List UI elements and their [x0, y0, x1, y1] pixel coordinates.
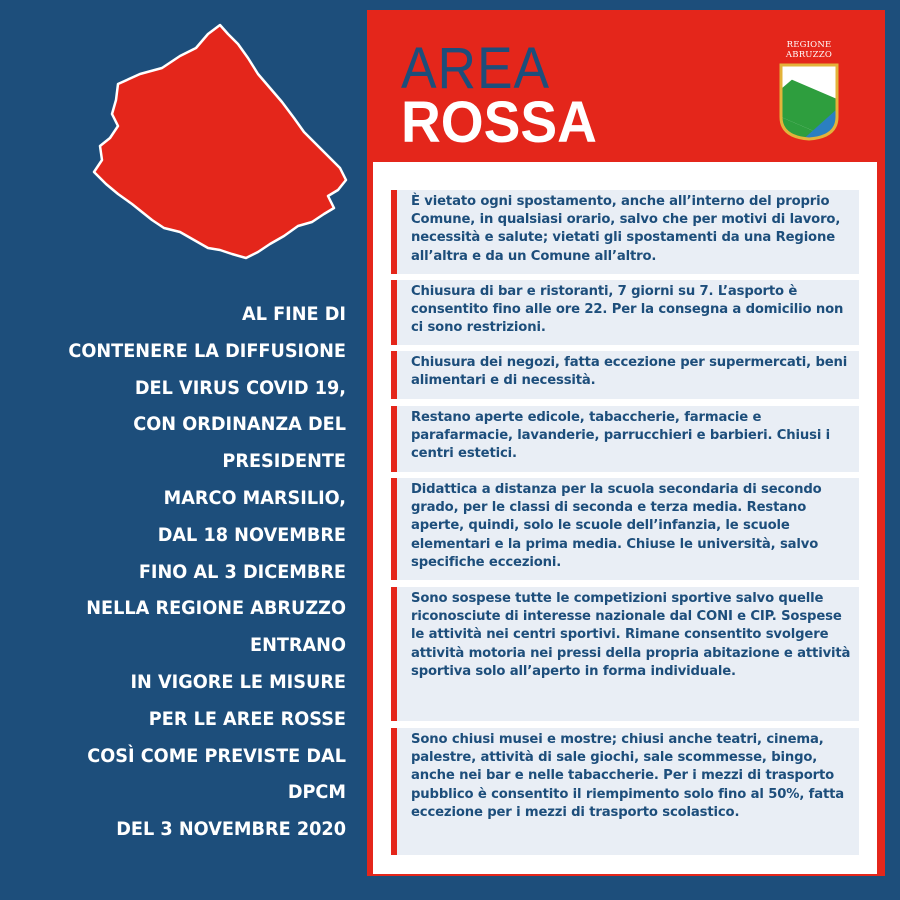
title-area: AREA	[401, 36, 550, 101]
intro-line: NELLA REGIONE ABRUZZO	[86, 597, 347, 620]
intro-line: CON ORDINANZA DEL	[133, 413, 346, 436]
intro-line: DEL 3 NOVEMBRE 2020	[116, 818, 346, 841]
abruzzo-map-icon	[88, 22, 350, 260]
measure-card: È vietato ogni spostamento, anche all’interno del proprio Comune, in qualsiasi orario, salvo che per motivi di lavoro, necessità e salute; vietati gli spostamenti da una Regione all’altra e da un Comune all’altro.	[391, 190, 859, 274]
intro-line: ENTRANO	[249, 634, 346, 657]
intro-line: PRESIDENTE	[222, 450, 346, 473]
coat-of-arms-icon	[779, 63, 839, 141]
measure-card: Chiusura di bar e ristoranti, 7 giorni su 7. L’asporto è consentito fino alle ore 22. Per la consegna a domicilio non ci sono restrizioni.	[391, 280, 859, 345]
intro-text	[43, 296, 346, 848]
intro-line: PER LE AREE ROSSE	[148, 707, 346, 730]
title-rossa: ROSSA	[401, 90, 597, 155]
intro-line: AL FINE DI	[242, 303, 346, 325]
measure-card: Restano aperte edicole, tabaccherie, farmacie e parafarmacie, lavanderie, parrucchieri e barbieri. Chiusi i centri estetici.	[391, 406, 859, 472]
logo-label-regione: REGIONE	[786, 40, 832, 50]
measure-card: Chiusura dei negozi, fatta eccezione per supermercati, beni alimentari e di necessità.	[391, 351, 859, 399]
intro-line: DPCM	[287, 781, 346, 804]
measures-panel	[373, 162, 877, 874]
intro-line: DAL 18 NOVEMBRE	[157, 523, 346, 546]
page-title	[401, 36, 607, 155]
intro-line: IN VIGORE LE MISURE	[130, 670, 346, 693]
measure-card: Sono chiusi musei e mostre; chiusi anche teatri, cinema, palestre, attività di sale giochi, sale scommesse, bingo, anche nei bar e nelle tabaccherie. Per i mezzi di trasporto pubblico è consentito il riempimento solo fino al 50%, fatta eccezione per i mezzi di trasporto scolastico.	[391, 728, 859, 855]
regione-abruzzo-logo	[776, 40, 842, 140]
logo-label-abruzzo: ABRUZZO	[785, 50, 833, 60]
intro-line: FINO AL 3 DICEMBRE	[138, 560, 346, 583]
area-rossa-panel	[367, 10, 885, 876]
intro-line: MARCO MARSILIO,	[163, 486, 346, 509]
measure-card: Didattica a distanza per la scuola secondaria di secondo grado, per le classi di seconda e terza media. Restano aperte, quindi, solo le scuole dell’infanzia, le scuole elementari e la prima media. Chiuse le università, salvo specifiche eccezioni.	[391, 478, 859, 580]
intro-line: COSÌ COME PREVISTE DAL	[87, 744, 346, 767]
intro-line: CONTENERE LA DIFFUSIONE	[68, 339, 346, 362]
intro-line: DEL VIRUS COVID 19,	[134, 376, 346, 399]
measure-card: Sono sospese tutte le competizioni sportive salvo quelle riconosciute di interesse nazionale dal CONI e CIP. Sospese le attività nei centri sportivi. Rimane consentito svolgere attività motoria nei pressi della propria abitazione e attività sportiva solo all’aperto in forma individuale.	[391, 587, 859, 721]
